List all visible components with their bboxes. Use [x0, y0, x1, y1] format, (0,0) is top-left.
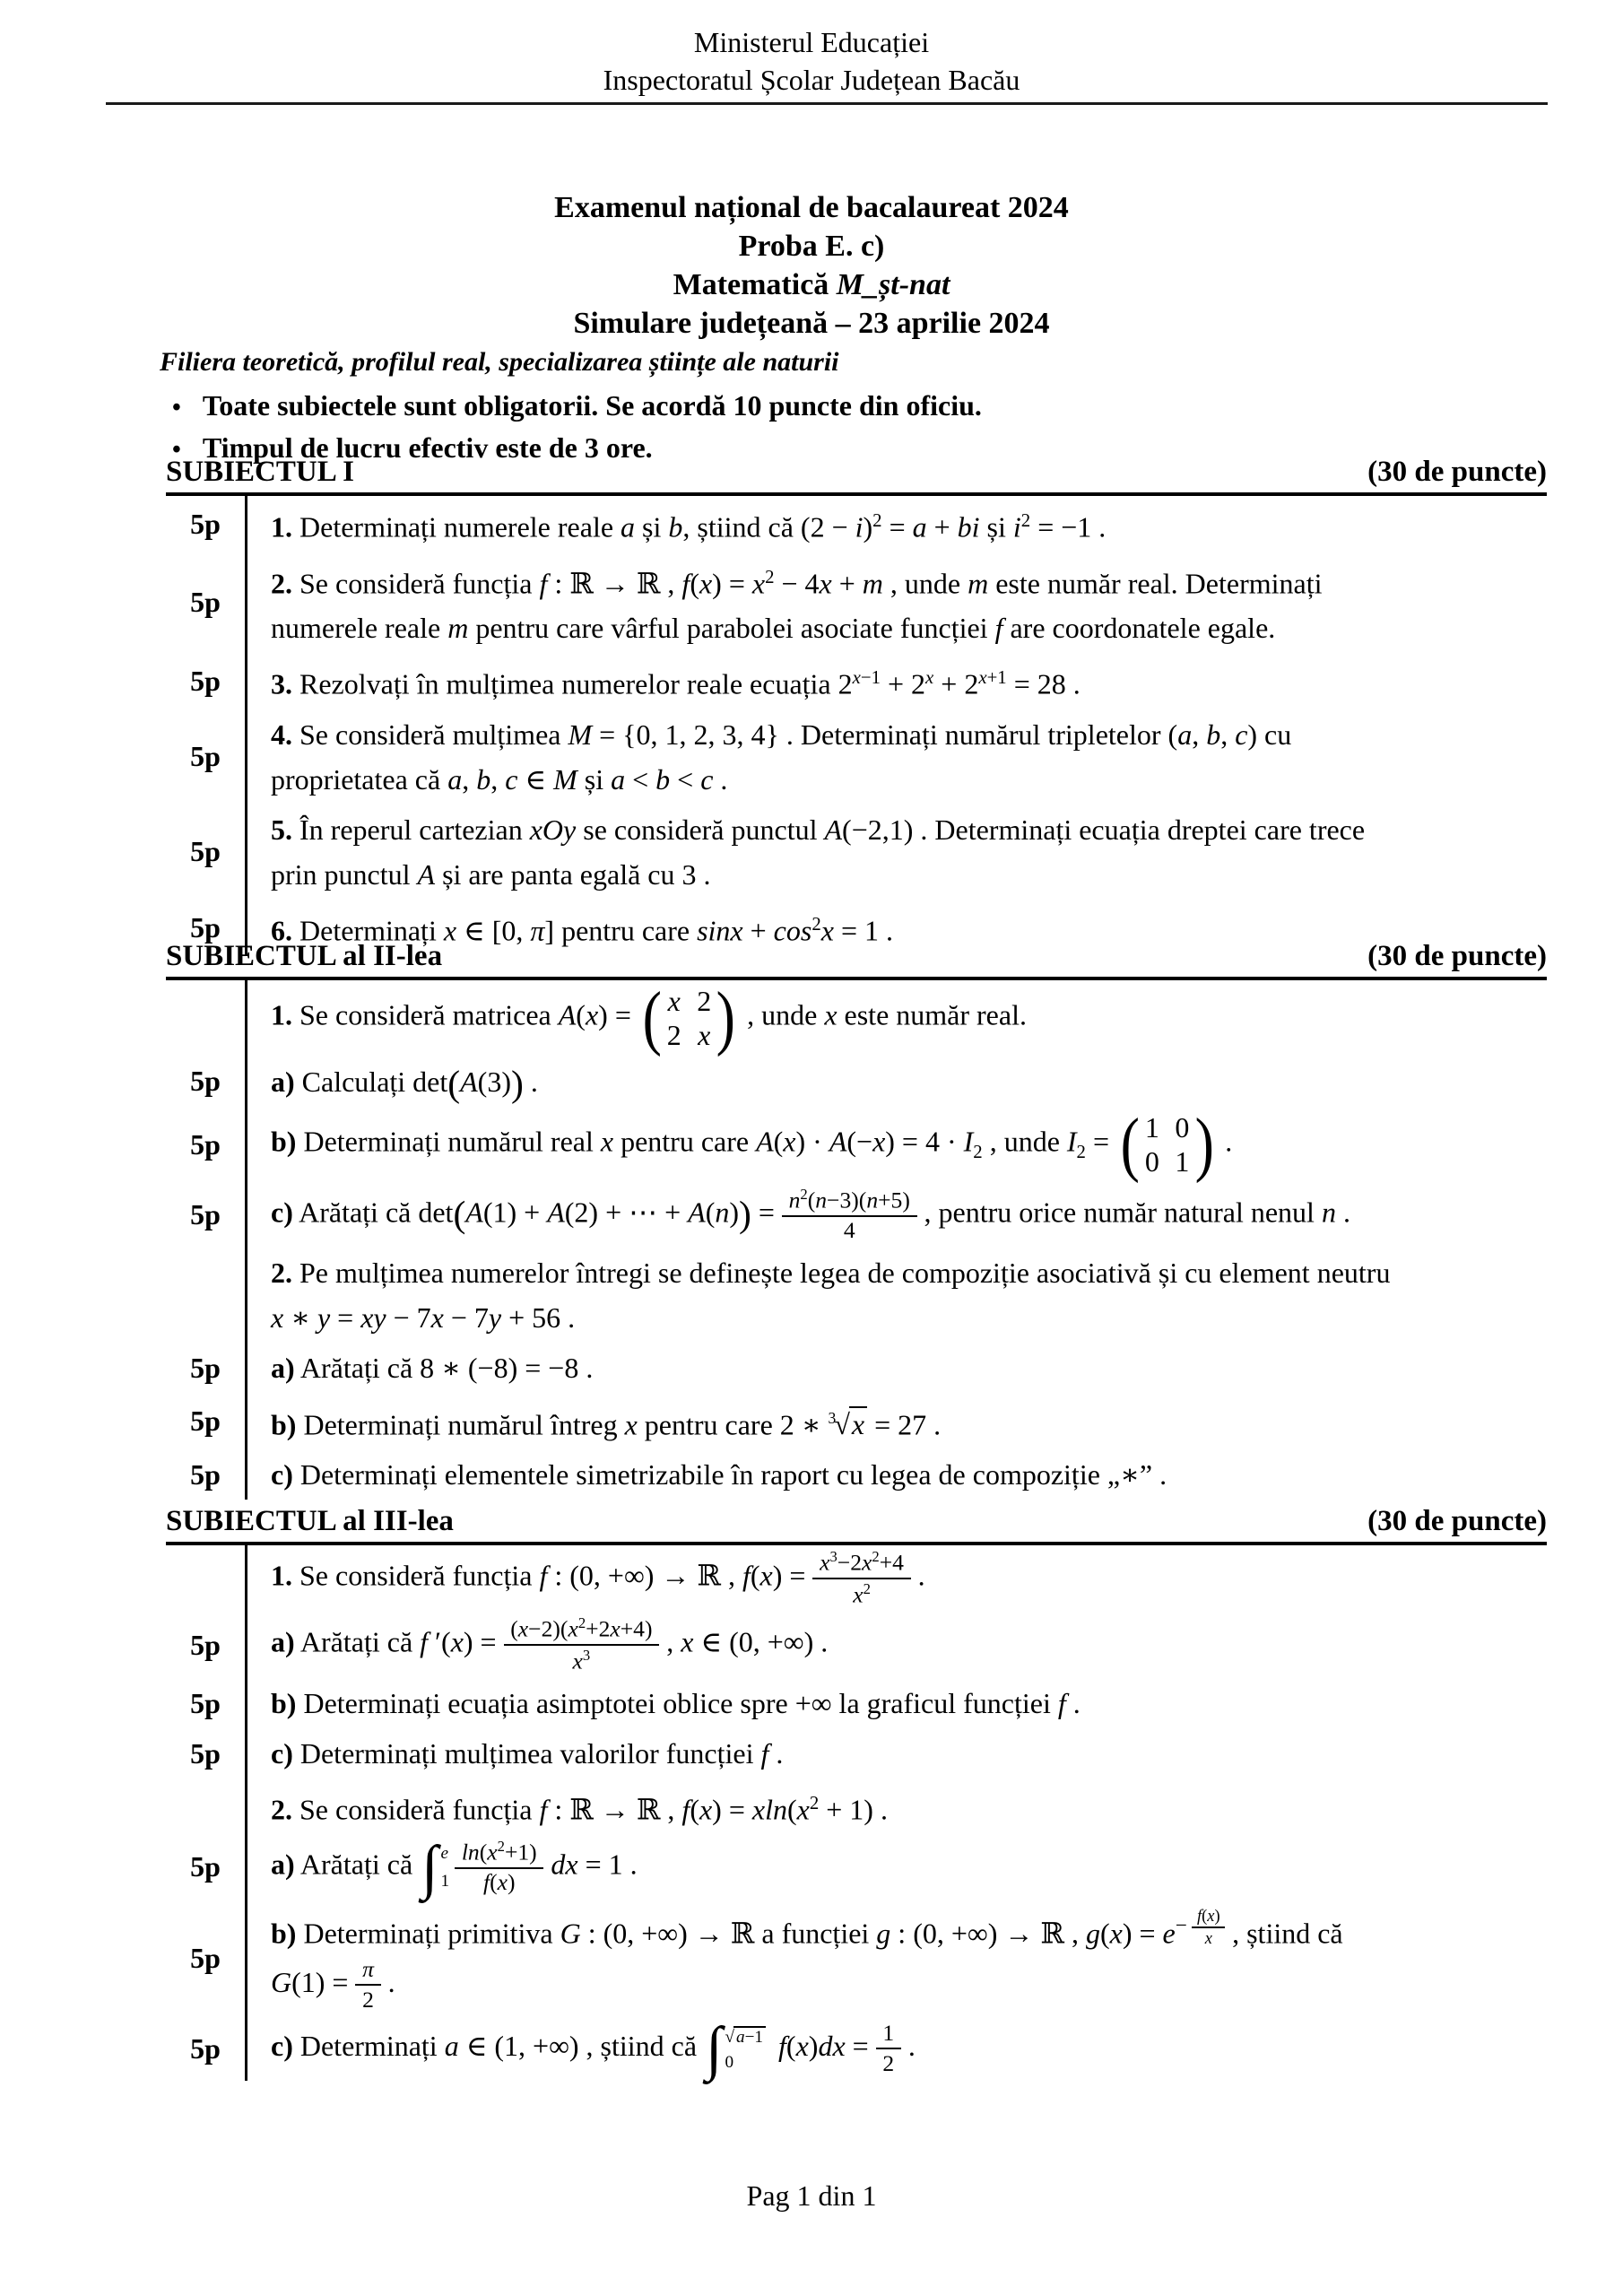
- section-heading: [166, 454, 1547, 490]
- problem-row: [166, 1678, 1547, 1728]
- problem-text: a) Arătați că ∫ e 1 $\frac{\ln(x^2+1)}{f(x)}$ dx = 1 .: [245, 1835, 1547, 1900]
- score-cell: 5p: [190, 1065, 221, 1098]
- problem-text: 1. Se consideră matricea A(x) = ( x 2 2 x ) , unde x este număr real.: [245, 980, 1547, 1057]
- score-cell: 5p: [190, 1941, 221, 1974]
- problem-row: [166, 552, 1547, 654]
- score-cell: 5p: [190, 1127, 221, 1161]
- problem-row: [166, 1107, 1547, 1183]
- section-points: (30 de puncte): [1367, 940, 1547, 972]
- score-cell: [166, 980, 245, 1057]
- score-cell: 5p: [190, 586, 221, 619]
- score-cell: 5p: [190, 835, 221, 868]
- score-cell: [166, 1545, 245, 1612]
- exam-title-block: [0, 188, 1623, 343]
- problem-row: [166, 1393, 1547, 1449]
- bullet-icon: •: [172, 394, 181, 422]
- section-subiectul-1: [166, 454, 1547, 956]
- problem-row: [166, 1248, 1547, 1343]
- score-cell: 5p: [190, 1198, 221, 1231]
- section-subiectul-2: [166, 938, 1547, 1500]
- score-cell: 5p: [190, 910, 221, 944]
- exam-proba: Proba E. c): [738, 230, 885, 263]
- score-cell: 5p: [190, 1686, 221, 1719]
- score-cell: 5p: [190, 2031, 221, 2065]
- instruction-item: • Toate subiectele sunt obligatorii. Se acordă 10 puncte din oficiu.: [160, 386, 1547, 428]
- score-cell: 5p: [190, 1405, 221, 1438]
- score-cell: 5p: [190, 507, 221, 540]
- problem-text: 4. Se consideră mulțimea M = {0, 1, 2, 3, 4} . Determinați numărul tripletelor (a, b, c) cu proprietatea că a, b, c ∈ M și a < b < c .: [245, 709, 1547, 804]
- section-title: SUBIECTUL I: [166, 456, 355, 488]
- score-cell: 5p: [190, 1628, 221, 1661]
- score-cell: [166, 1779, 245, 1835]
- score-cell: [166, 1248, 245, 1343]
- section-points: (30 de puncte): [1367, 1505, 1547, 1537]
- problem-text: c) Determinați a ∈ (1, +∞) , știind că ∫ √ a−1 0 f(x)dx = $\frac{1}{2}$ .: [245, 2017, 1547, 2081]
- problem-row: [166, 1057, 1547, 1107]
- problem-text: 2. Se consideră funcția f : ℝ → ℝ , $f(x) = xln(x^2 + 1)$ .: [245, 1779, 1547, 1835]
- track-info: Filiera teoretică, profilul real, specializarea științe ale naturii: [160, 347, 839, 377]
- problem-text: 1. Se consideră funcția f : (0, +∞) → ℝ , f(x) = $\frac{x^3-2x^2+4}{x^2}$ .: [245, 1545, 1547, 1612]
- section-subiectul-3: [166, 1503, 1547, 2081]
- problem-row: [166, 1545, 1547, 1612]
- score-cell: 5p: [190, 1850, 221, 1883]
- bullet-icon: •: [172, 436, 181, 464]
- problem-row: [166, 1612, 1547, 1678]
- section-title: SUBIECTUL al III-lea: [166, 1505, 454, 1537]
- problem-text: b) Determinați primitiva G : (0, +∞) → ℝ a funcției g : (0, +∞) → ℝ , $g(x) = e^{- \frac{f(x)}{x}}$ , știind că G(1) = $\frac{\pi}{2}$ .: [245, 1900, 1547, 2017]
- problem-text: b) Determinați numărul real x pentru care $A(x) \cdot A(-x) = 4 \cdot I_2$ , unde $I_2$ = ( 1 0 0 1 ) .: [245, 1107, 1547, 1183]
- exam-notes: [160, 346, 1547, 470]
- problem-row: [166, 1343, 1547, 1393]
- exam-subject: Matematică M_șt-nat: [673, 268, 950, 301]
- exam-title: Examenul național de bacalaureat 2024: [554, 191, 1069, 224]
- problem-text: a) Arătați că f ′(x) = $\frac{(x-2)(x^2+2x+4)}{x^3}$ , x ∈ (0, +∞) .: [245, 1612, 1547, 1678]
- problem-row: [166, 980, 1547, 1057]
- problem-text: 2. Pe mulțimea numerelor întregi se definește legea de compoziție asociativă și cu element neutru x ∗ y = xy − 7x − 7y + 56 .: [245, 1248, 1547, 1343]
- problem-row: [166, 653, 1547, 709]
- section-heading: [166, 938, 1547, 974]
- score-cell: 5p: [190, 1736, 221, 1770]
- score-cell: 5p: [190, 1351, 221, 1384]
- problem-text: c) Determinați mulțimea valorilor funcției f .: [245, 1728, 1547, 1779]
- score-cell: 5p: [190, 665, 221, 698]
- problem-text: 3. Rezolvați în mulțimea numerelor reale ecuația $2^{x-1} + 2^x + 2^{x+1} = 28$ .: [245, 653, 1547, 709]
- problem-row: [166, 1449, 1547, 1500]
- exam-session: Simulare județeană – 23 aprilie 2024: [573, 307, 1050, 340]
- section-heading: [166, 1503, 1547, 1539]
- problem-text: 6. Determinați x ∈ [0, π] pentru care $\sin x + \cos^2x = 1$ .: [245, 900, 1547, 956]
- problem-text: a) Calculați det(A(3)) .: [245, 1057, 1547, 1107]
- header-rule: [106, 102, 1548, 105]
- instruction-item: • Timpul de lucru efectiv este de 3 ore.: [160, 428, 1547, 470]
- inspectorate-name: Inspectoratul Școlar Județean Bacău: [603, 64, 1020, 96]
- problem-row: [166, 709, 1547, 804]
- ministry-name: Ministerul Educației: [693, 26, 930, 58]
- problem-row: [166, 1900, 1547, 2017]
- page-footer: Pag 1 din 1: [746, 2179, 877, 2212]
- section-title: SUBIECTUL al II-lea: [166, 940, 443, 972]
- problem-row: [166, 2014, 1547, 2083]
- problem-text: 1. Determinați numerele reale a și b, știind că $(2 - i)^2 = a$ + bi și $i^2 = -1$ .: [245, 496, 1547, 552]
- problem-text: 5. În reperul cartezian xOy se consideră punctul A(−2,1) . Determinați ecuația dreptei care trece prin punctul A și are panta egală cu 3 .: [245, 804, 1547, 900]
- problem-row: [166, 1835, 1547, 1900]
- document-header: [0, 23, 1623, 99]
- score-cell: 5p: [190, 1457, 221, 1491]
- problem-text: b) Determinați numărul întreg x pentru care 2 ∗ $^3$√x = 27 .: [245, 1393, 1547, 1449]
- problem-text: a) Arătați că 8 ∗ (−8) = −8 .: [245, 1343, 1547, 1393]
- section-points: (30 de puncte): [1367, 456, 1547, 488]
- score-cell: 5p: [190, 740, 221, 773]
- problem-text: b) Determinați ecuația asimptotei oblice spre +∞ la graficul funcției f .: [245, 1678, 1547, 1728]
- problem-row: [166, 804, 1547, 900]
- problem-text: 2. Se consideră funcția f : ℝ → ℝ , $f(x) = x^2 - 4x + m$ , unde m este număr real. Determinați numerele reale m pentru care vârful parabolei asociate funcției f are coordonatele egale.: [245, 552, 1547, 654]
- problem-text: c) Determinați elementele simetrizabile în raport cu legea de compoziție „∗” .: [245, 1449, 1547, 1500]
- problem-text: c) Arătați că det(A(1) + A(2) + ⋯ + A(n)) = $\frac{n^2(n-3)(n+5)}{4}$ , pentru orice număr natural nenul n .: [245, 1183, 1547, 1248]
- problem-row: [166, 1728, 1547, 1779]
- problem-row: [166, 496, 1547, 552]
- problem-row: [166, 1779, 1547, 1835]
- problem-row: [166, 1183, 1547, 1248]
